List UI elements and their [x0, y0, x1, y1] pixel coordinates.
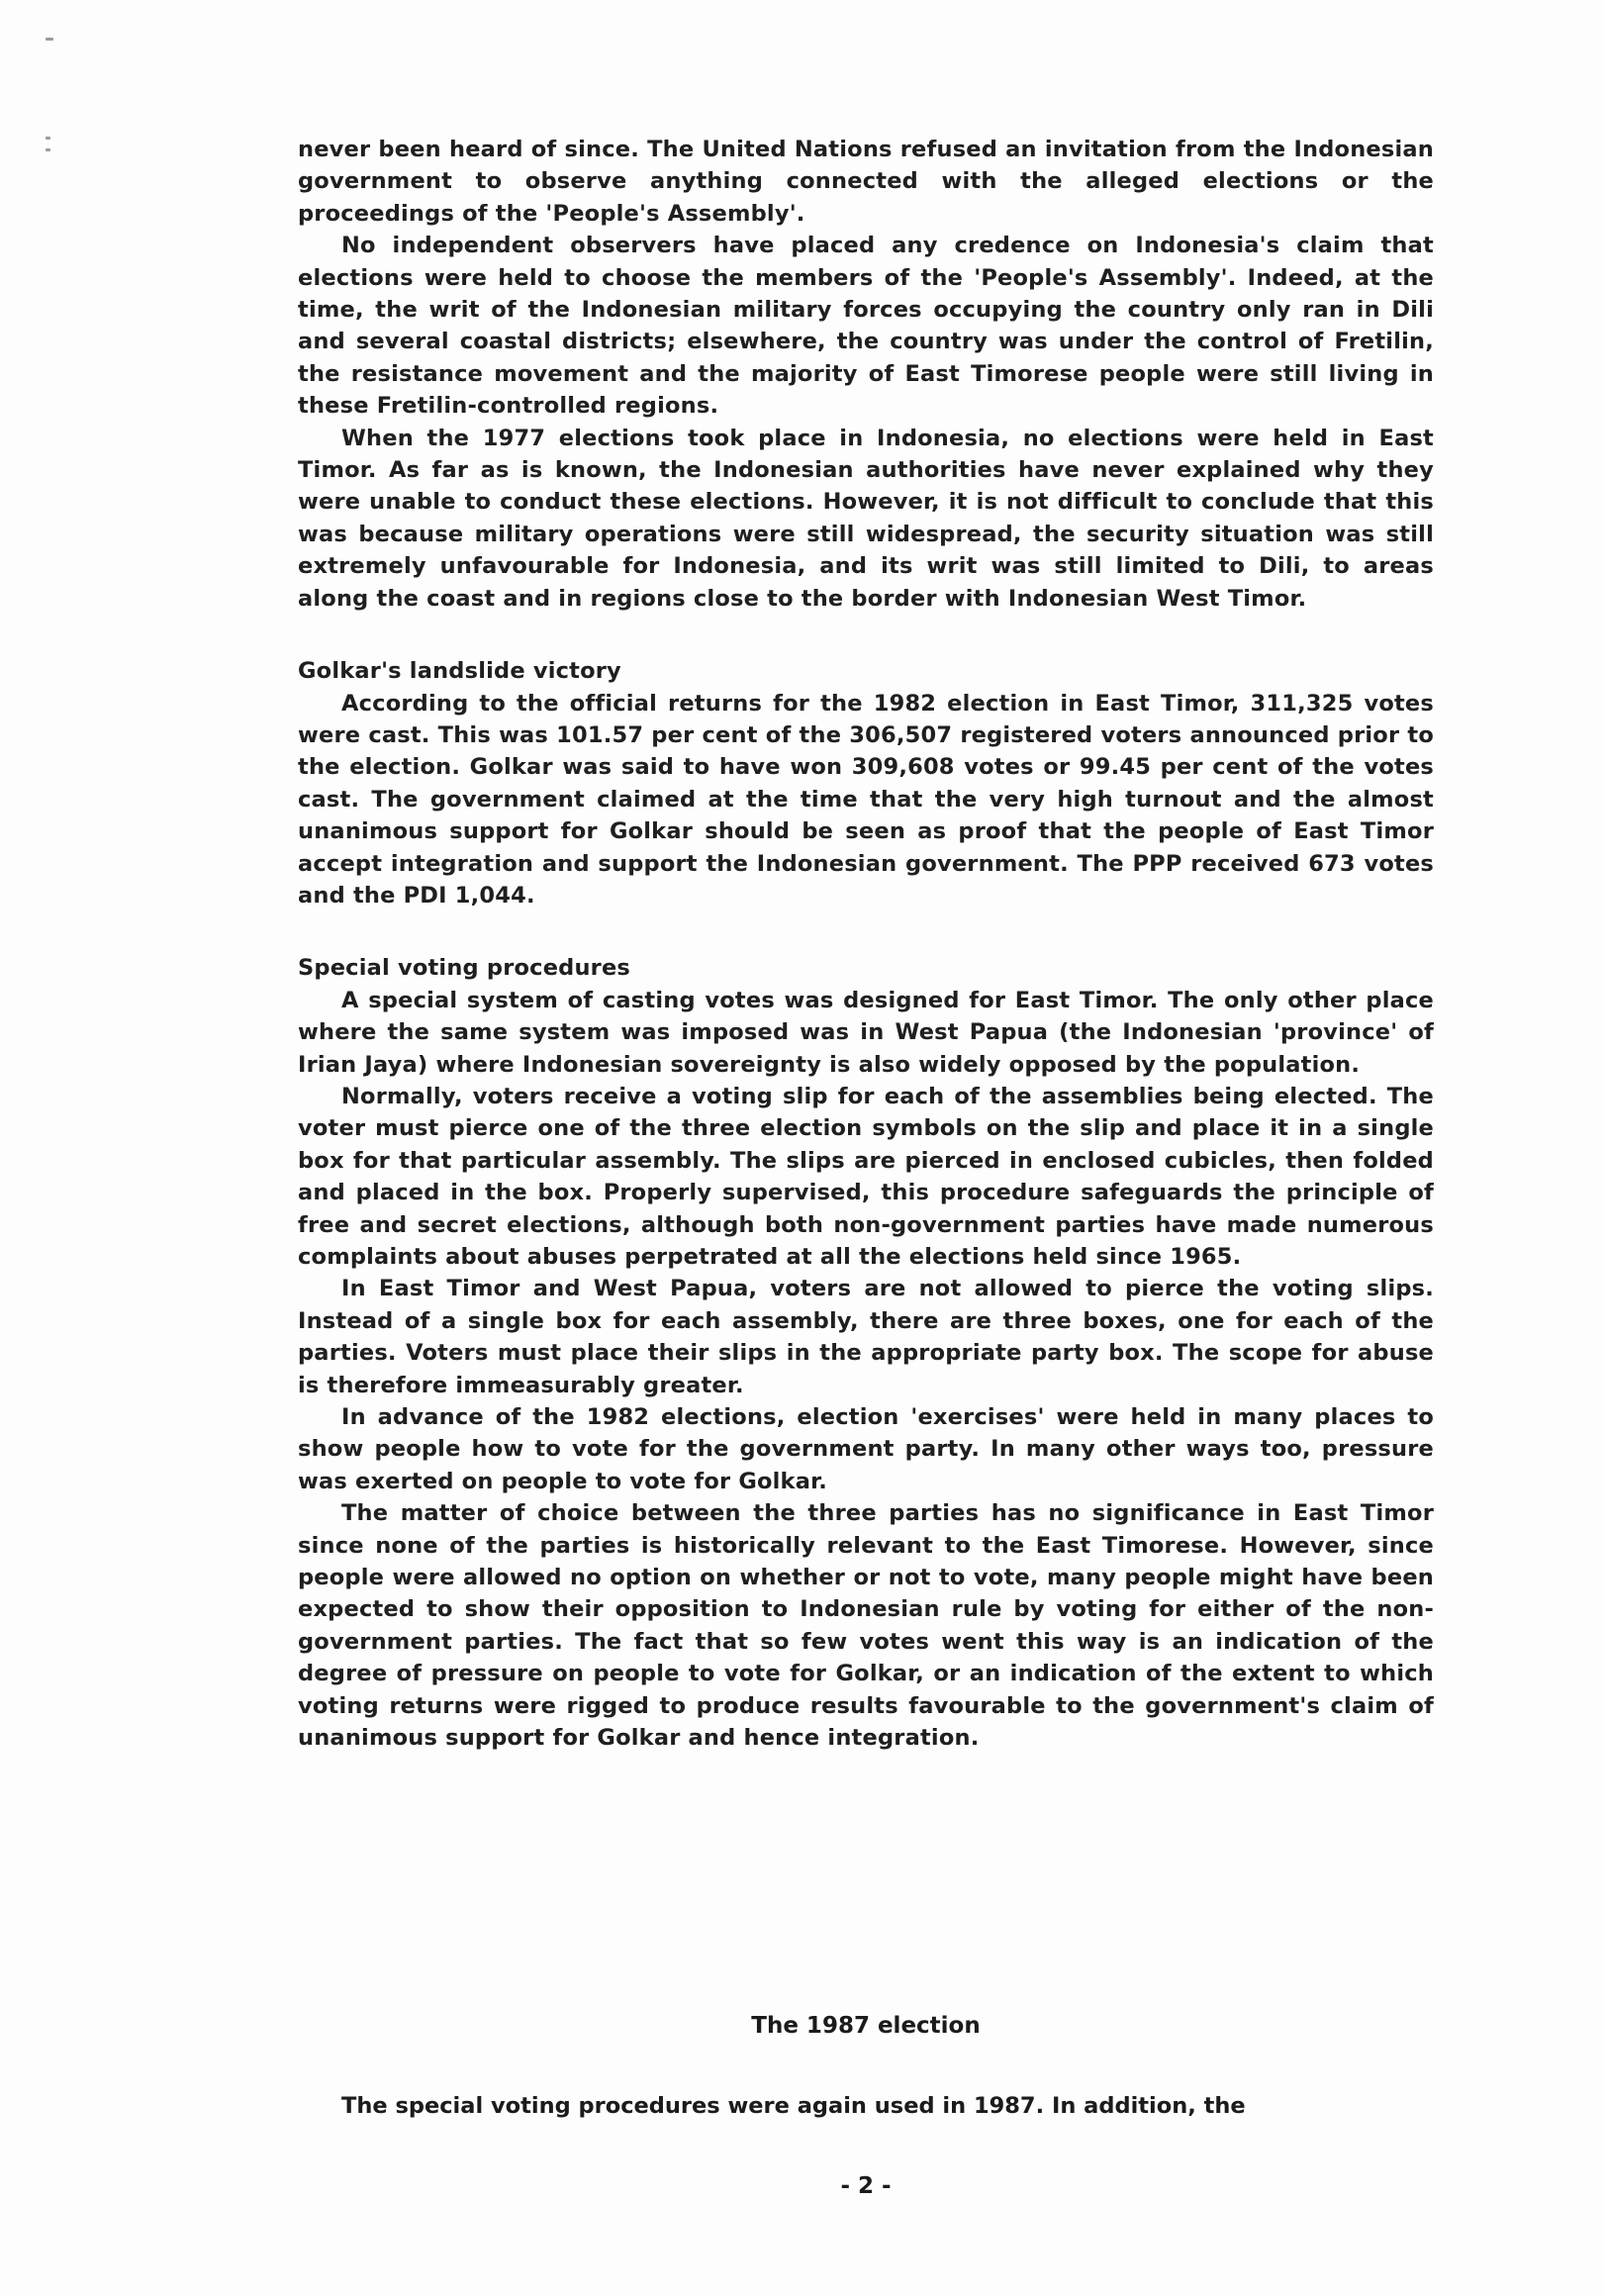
paragraph: Normally, voters receive a voting slip for each of the assemblies being elected. The voter must pierce one of the three election symbols on the slip and place it in a single box for that particular assembly. The slips are pierced in enclosed cubicles, then folded and placed in the box. Properly supervised, this procedure safeguards the principle of free and secret elections, although both non-government parties have made numerous complaints about abuses perpetrated at all the elections held since 1965. — [298, 1083, 1434, 1270]
paragraph-first-line: The special voting procedures were again used in 1987. In addition, the — [341, 2093, 1246, 2119]
paragraph: A special system of casting votes was designed for East Timor. The only other place where the same system was imposed was in West Papua (the Indonesian 'province' of Irian Jaya) where Indonesian sovereignty is also widely opposed by the population. — [298, 987, 1434, 1078]
paragraph: According to the official returns for the 1982 election in East Timor, 311,325 votes were cast. This was 101.57 per cent of the 306,507 registered voters announced prior to the election. Golkar was said to have won 309,608 votes or 99.45 per cent of the votes cast. The government claimed at the time that the very high turnout and the almost unanimous support for Golkar should be seen as proof that the people of East Timor accept integration and support the Indonesian government. The PPP received 673 votes and the PDI 1,044. — [298, 690, 1434, 909]
section-heading: Special voting procedures — [298, 955, 631, 982]
paragraph: never been heard of since. The United Nations refused an invitation from the Indonesian government to observe anything connected with the alleged elections or the proceedings of the 'People's Assembly'. — [298, 137, 1434, 227]
paragraph: No independent observers have placed any credence on Indonesia's claim that elections were held to choose the members of the 'People's Assembly'. Indeed, at the time, the writ of the Indonesian military forces occupying the country only ran in Dili and several coastal districts; elsewhere, the country was under the control of Fretilin, the resistance movement and the majority of East Timorese people were still living in these Fretilin-controlled regions. — [298, 233, 1434, 420]
margin-speck — [46, 38, 53, 41]
page-number: - 2 - — [840, 2173, 892, 2199]
section-heading-centered: The 1987 election — [751, 2013, 981, 2039]
paragraph: In advance of the 1982 elections, election 'exercises' were held in many places to show people how to vote for the government party. In many other ways too, pressure was exerted on people to vote for Golkar. — [298, 1404, 1434, 1494]
margin-speck — [46, 137, 50, 140]
section-heading: Golkar's landslide victory — [298, 658, 621, 685]
paragraph: The matter of choice between the three parties has no significance in East Timor since none of the parties is historically relevant to the East Timorese. However, since people were allowed no option on whether or not to vote, many people might have been expected to show their opposition to Indonesian rule by voting for either of the non-government parties. The fact that so few votes went this way is an indication of the degree of pressure on people to vote for Golkar, or an indication of the extent to which voting returns were rigged to produce results favourable to the government's claim of unanimous support for Golkar and hence integration. — [298, 1500, 1434, 1752]
paragraph: In East Timor and West Papua, voters are not allowed to pierce the voting slips. Instead of a single box for each assembly, there are three boxes, one for each of the parties. Voters must place their slips in the appropriate party box. The scope for abuse is therefore immeasurably greater. — [298, 1276, 1434, 1398]
paragraph: When the 1977 elections took place in Indonesia, no elections were held in East Timor. As far as is known, the Indonesian authorities have never explained why they were unable to conduct these elections. However, it is not difficult to conclude that this was because military operations were still widespread, the security situation was still extremely unfavourable for Indonesia, and its writ was still limited to Dili, to areas along the coast and in regions close to the border with Indonesian West Timor. — [298, 425, 1434, 612]
margin-speck — [46, 148, 50, 151]
body-text — [298, 134, 1434, 1755]
